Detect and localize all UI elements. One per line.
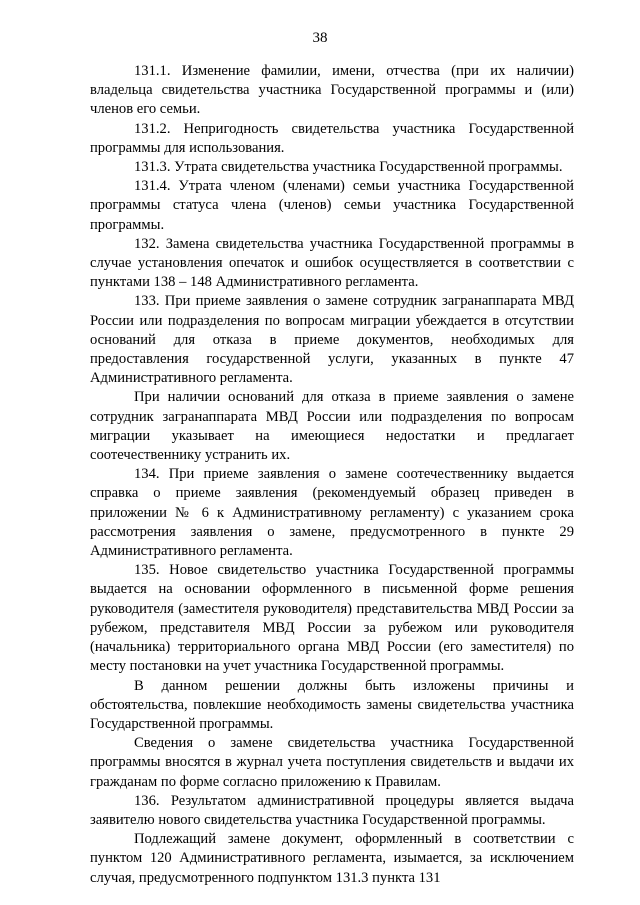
page-number: 38 — [312, 30, 328, 46]
paragraph-135-journal: Сведения о замене свидетельства участника Государственной программы вносятся в журнал учета поступления свидетельств и выдачи их гражданам по форме согласно приложению к Правилам. — [90, 735, 574, 790]
document-body — [90, 62, 574, 888]
paragraph-136-withdrawal: Подлежащий замене документ, оформленный в соответствии с пунктом 120 Административного регламента, изымается, за исключением случая, предусмотренного подпунктом 131.3 пункта 131 — [90, 831, 574, 886]
paragraph-133-refusal: При наличии оснований для отказа в приеме заявления о замене сотрудник загранаппарата МВД России или подразделения по вопросам миграции указывает на имеющиеся недостатки и предлагает соотечественнику устранить их. — [90, 389, 574, 464]
paragraph-133: 133. При приеме заявления о замене сотрудник загранаппарата МВД России или подразделения по вопросам миграции убеждается в отсутствии оснований для отказа в приеме документов, необходимых для предоставления государственной услуги, указанных в пункте 47 Административного регламента. — [90, 293, 574, 387]
paragraph-131-1: 131.1. Изменение фамилии, имени, отчества (при их наличии) владельца свидетельства участника Государственной программы и (или) членов его семьи. — [90, 63, 574, 118]
paragraph-135-decision: В данном решении должны быть изложены причины и обстоятельства, повлекшие необходимость замены свидетельства участника Государственной программы. — [90, 677, 574, 732]
paragraph-135: 135. Новое свидетельство участника Государственной программы выдается на основании оформленного в письменной форме решения руководителя (заместителя руководителя) представительства МВД России за рубежом, представителя МВД России за рубежом или руководителя (начальника) территориального органа МВД России (его заместителя) по месту постановки на учет участника Государственной программы. — [90, 562, 574, 675]
paragraph-134: 134. При приеме заявления о замене соотечественнику выдается справка о приеме заявления (рекомендуемый образец приведен в приложении № 6 к Административному регламенту) с указанием срока рассмотрения заявления о замене, предусмотренного в пункте 29 Административного регламента. — [90, 466, 574, 560]
paragraph-131-3: 131.3. Утрата свидетельства участника Государственной программы. — [134, 159, 563, 176]
paragraph-131-4: 131.4. Утрата членом (членами) семьи участника Государственной программы статуса члена (членов) семьи участника Государственной программы. — [90, 178, 574, 233]
paragraph-136: 136. Результатом административной процедуры является выдача заявителю нового свидетельства участника Государственной программы. — [90, 792, 574, 828]
paragraph-132: 132. Замена свидетельства участника Государственной программы в случае установления опечаток и ошибок осуществляется в соответствии с пунктами 138 – 148 Административного регламента. — [90, 235, 574, 291]
paragraph-131-2: 131.2. Непригодность свидетельства участника Государственной программы для использования. — [90, 120, 574, 156]
